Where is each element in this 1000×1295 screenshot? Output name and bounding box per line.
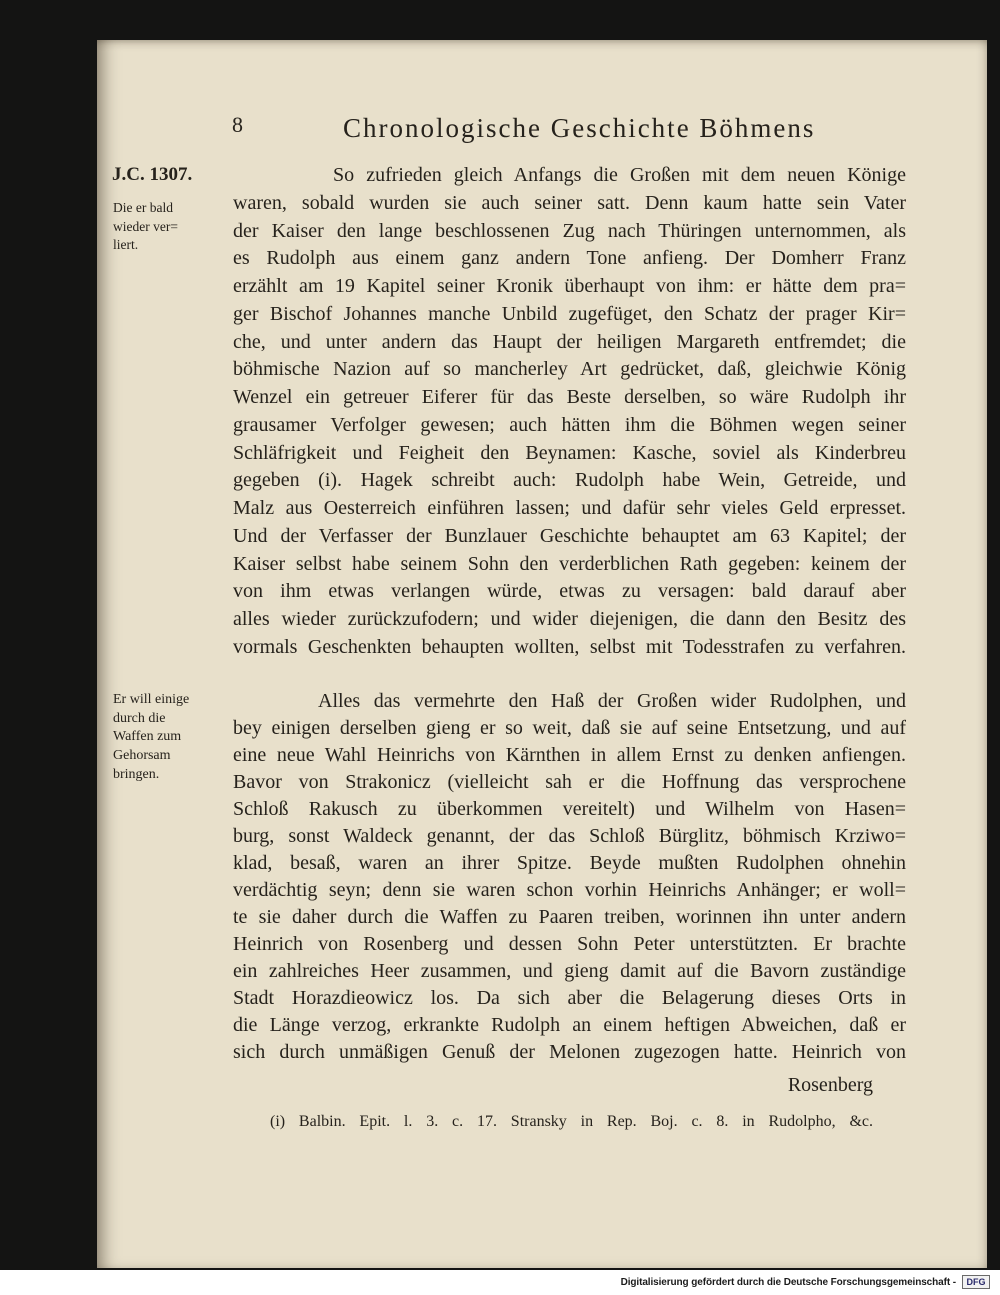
text-line: böhmische Nazion auf so mancherley Art gedrücket, daß, gleichwie König [233, 358, 906, 381]
footnote: (i) Balbin. Epit. l. 3. c. 17. Stransky in Rep. Boj. c. 8. in Rudolpho, &c. [270, 1113, 873, 1130]
text-line: Kaiser selbst habe seinem Sohn den verderblichen Rath gegeben: keinem der [233, 552, 906, 575]
running-title: Chronologische Geschichte Böhmens [343, 113, 816, 143]
text-line: burg, sonst Waldeck genannt, der das Schloß Bürglitz, böhmisch Krziwo= [233, 825, 906, 847]
text-line: grausamer Verfolger gewesen; auch hätten ihm die Böhmen wegen seiner [233, 413, 906, 436]
text-line: die Länge verzog, erkrankte Rudolph an einem heftigen Abweichen, daß er [233, 1014, 906, 1036]
margin-note-line: Er will einige [113, 692, 190, 707]
catchword: Rosenberg [787, 1074, 873, 1096]
text-line: verdächtig seyn; denn sie waren schon vorhin Heinrichs Anhänger; er woll= [233, 879, 906, 901]
paragraph-1 [233, 162, 906, 662]
text-line: es Rudolph aus einem ganz andern Tone anfieng. Der Domherr Franz [233, 247, 906, 270]
text-line: Schloß Rakusch zu überkommen vereitelt) und Wilhelm von Hasen= [233, 798, 906, 820]
margin-note-line: Gehorsam [113, 748, 171, 764]
text-line: Heinrich von Rosenberg und dessen Sohn Peter unterstützten. Er brachte [233, 933, 906, 955]
margin-note-line: Die er bald [113, 200, 173, 215]
digitization-credit-text: Digitalisierung gefördert durch die Deutsche Forschungsgemeinschaft - [620, 1277, 956, 1288]
dfg-logo-icon: DFG [962, 1275, 990, 1289]
margin-note-2 [113, 691, 189, 785]
text-line: Malz aus Oesterreich einführen lassen; und dafür sehr vieles Geld erpresset. [233, 497, 906, 519]
margin-year: J.C. 1307. [112, 164, 193, 185]
text-line: vormals Geschenkten behaupten wollten, selbst mit Todesstrafen zu verfahren. [233, 635, 906, 658]
text-line: bey einigen derselben gieng er so weit, daß sie auf seine Entsetzung, und auf [233, 717, 906, 739]
margin-note-line: wieder ver= [113, 218, 178, 234]
paragraph-2 [233, 688, 906, 1066]
text-line: Schläfrigkeit und Feigheit den Beynamen: Kasche, soviel als Kinderbreu [233, 441, 906, 464]
digitization-credit-bar [0, 1270, 1000, 1295]
text-line: che, und unter andern das Haupt der heiligen Margareth entfremdet; die [233, 330, 906, 353]
margin-note-line: durch die [113, 710, 166, 726]
margin-note-1 [113, 199, 178, 255]
text-line: alles wieder zurückzufodern; und wider diejenigen, die dann den Besitz des [233, 608, 906, 630]
text-line: der Kaiser den lange beschlossenen Zug nach Thüringen unternommen, als [233, 219, 906, 242]
margin-note-line: Waffen zum [113, 729, 182, 745]
text-line: gegeben (i). Hagek schreibt auch: Rudolph habe Wein, Getreide, und [233, 469, 906, 492]
page-number: 8 [232, 112, 243, 137]
text-line: Wenzel ein getreuer Eiferer für das Beste derselben, so wäre Rudolph ihr [233, 386, 906, 408]
margin-note-line: bringen. [113, 766, 160, 782]
text-line: erzählt am 19 Kapitel seiner Kronik überhaupt von ihm: er hätte dem pra= [233, 275, 906, 297]
text-line: von ihm etwas verlangen würde, etwas zu versagen: bald darauf aber [233, 580, 906, 603]
text-line: So zufrieden gleich Anfangs die Großen mit dem neuen Könige [333, 164, 906, 186]
margin-note-line: liert. [113, 237, 139, 252]
text-line: te sie daher durch die Waffen zu Paaren treiben, worinnen ihn unter andern [233, 906, 906, 928]
text-line: ein zahlreiches Heer zusammen, und gieng damit auf die Bavorn zuständige [233, 960, 906, 982]
text-line: waren, sobald wurden sie auch seiner satt. Denn kaum hatte sein Vater [233, 191, 906, 214]
text-line: sich durch unmäßigen Genuß der Melonen zugezogen hatte. Heinrich von [233, 1041, 906, 1063]
text-line: Stadt Horazdieowicz los. Da sich aber die Belagerung dieses Orts in [233, 987, 906, 1009]
text-line: Bavor von Strakonicz (vielleicht sah er die Hoffnung das versprochene [233, 771, 906, 793]
text-line: ger Bischof Johannes manche Unbild zugefüget, den Schatz der prager Kir= [233, 302, 906, 325]
text-line: Alles das vermehrte den Haß der Großen wider Rudolphen, und [318, 690, 906, 712]
text-line: klad, besaß, waren an ihrer Spitze. Beyde mußten Rudolphen ohnehin [233, 852, 906, 874]
text-line: eine neue Wahl Heinrichs von Kärnthen in allem Ernst zu denken anfiengen. [233, 744, 906, 766]
text-line: Und der Verfasser der Bunzlauer Geschichte behauptet am 63 Kapitel; der [233, 524, 906, 547]
